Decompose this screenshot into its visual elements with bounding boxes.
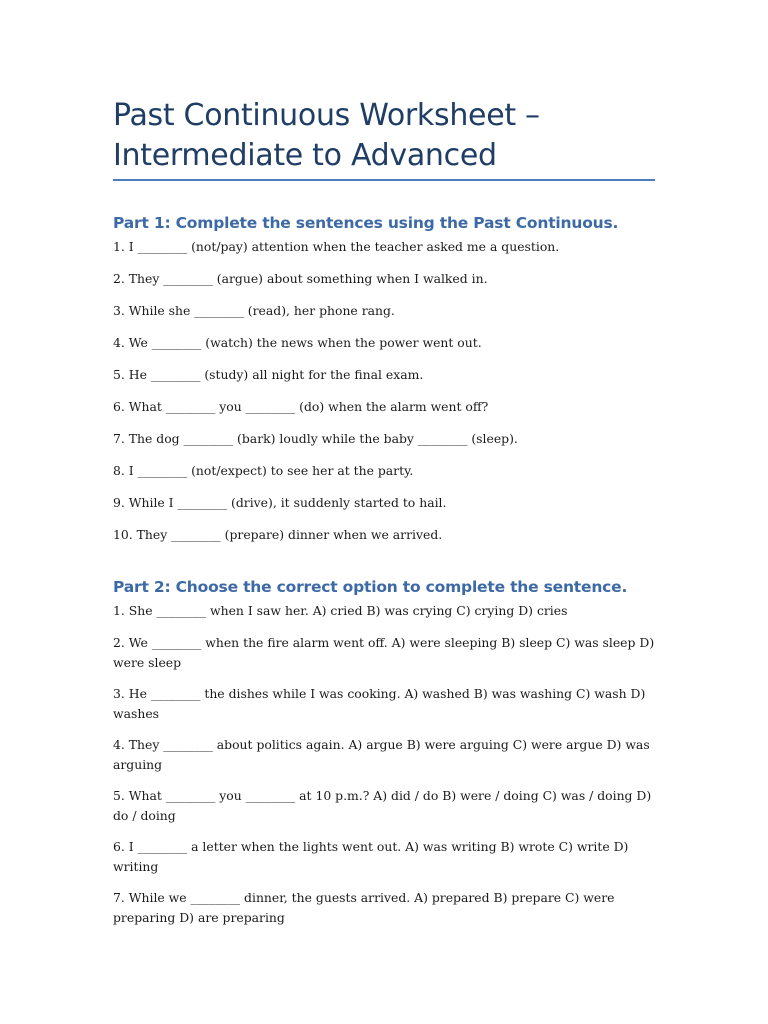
part1-question: 9. While I ________ (drive), it suddenly started to hail.	[113, 495, 447, 510]
part2-question: 3. He ________ the dishes while I was cooking. A) washed B) was washing C) wash D) washes	[113, 686, 646, 721]
page-title: Past Continuous Worksheet – Intermediate to Advanced	[113, 98, 540, 173]
part2-question: 4. They ________ about politics again. A) argue B) were arguing C) were argue D) was arguing	[113, 737, 650, 772]
part2-question: 6. I ________ a letter when the lights went out. A) was writing B) wrote C) write D) writing	[113, 839, 629, 874]
worksheet-page	[113, 0, 655, 1024]
part1-question: 6. What ________ you ________ (do) when the alarm went off?	[113, 399, 489, 414]
part2-heading: Part 2: Choose the correct option to complete the sentence.	[113, 578, 628, 596]
part1-question: 3. While she ________ (read), her phone rang.	[113, 303, 395, 318]
part2-question: 2. We ________ when the fire alarm went off. A) were sleeping B) sleep C) was sleep D) were sleep	[113, 635, 655, 670]
part2-question: 1. She ________ when I saw her. A) cried B) was crying C) crying D) cries	[113, 603, 568, 618]
title-divider	[113, 179, 655, 181]
part1-question: 5. He ________ (study) all night for the final exam.	[113, 367, 424, 382]
part1-heading: Part 1: Complete the sentences using the Past Continuous.	[113, 214, 619, 232]
part2-question: 7. While we ________ dinner, the guests arrived. A) prepared B) prepare C) were preparing D) are preparing	[113, 890, 615, 925]
part1-question: 4. We ________ (watch) the news when the power went out.	[113, 335, 482, 350]
part1-question: 1. I ________ (not/pay) attention when the teacher asked me a question.	[113, 239, 560, 254]
part1-question: 10. They ________ (prepare) dinner when we arrived.	[113, 527, 443, 542]
part1-question: 8. I ________ (not/expect) to see her at the party.	[113, 463, 414, 478]
part1-question: 2. They ________ (argue) about something when I walked in.	[113, 271, 488, 286]
part1-question: 7. The dog ________ (bark) loudly while the baby ________ (sleep).	[113, 431, 518, 446]
part2-question: 5. What ________ you ________ at 10 p.m.? A) did / do B) were / doing C) was / doing D) do / doing	[113, 788, 652, 823]
